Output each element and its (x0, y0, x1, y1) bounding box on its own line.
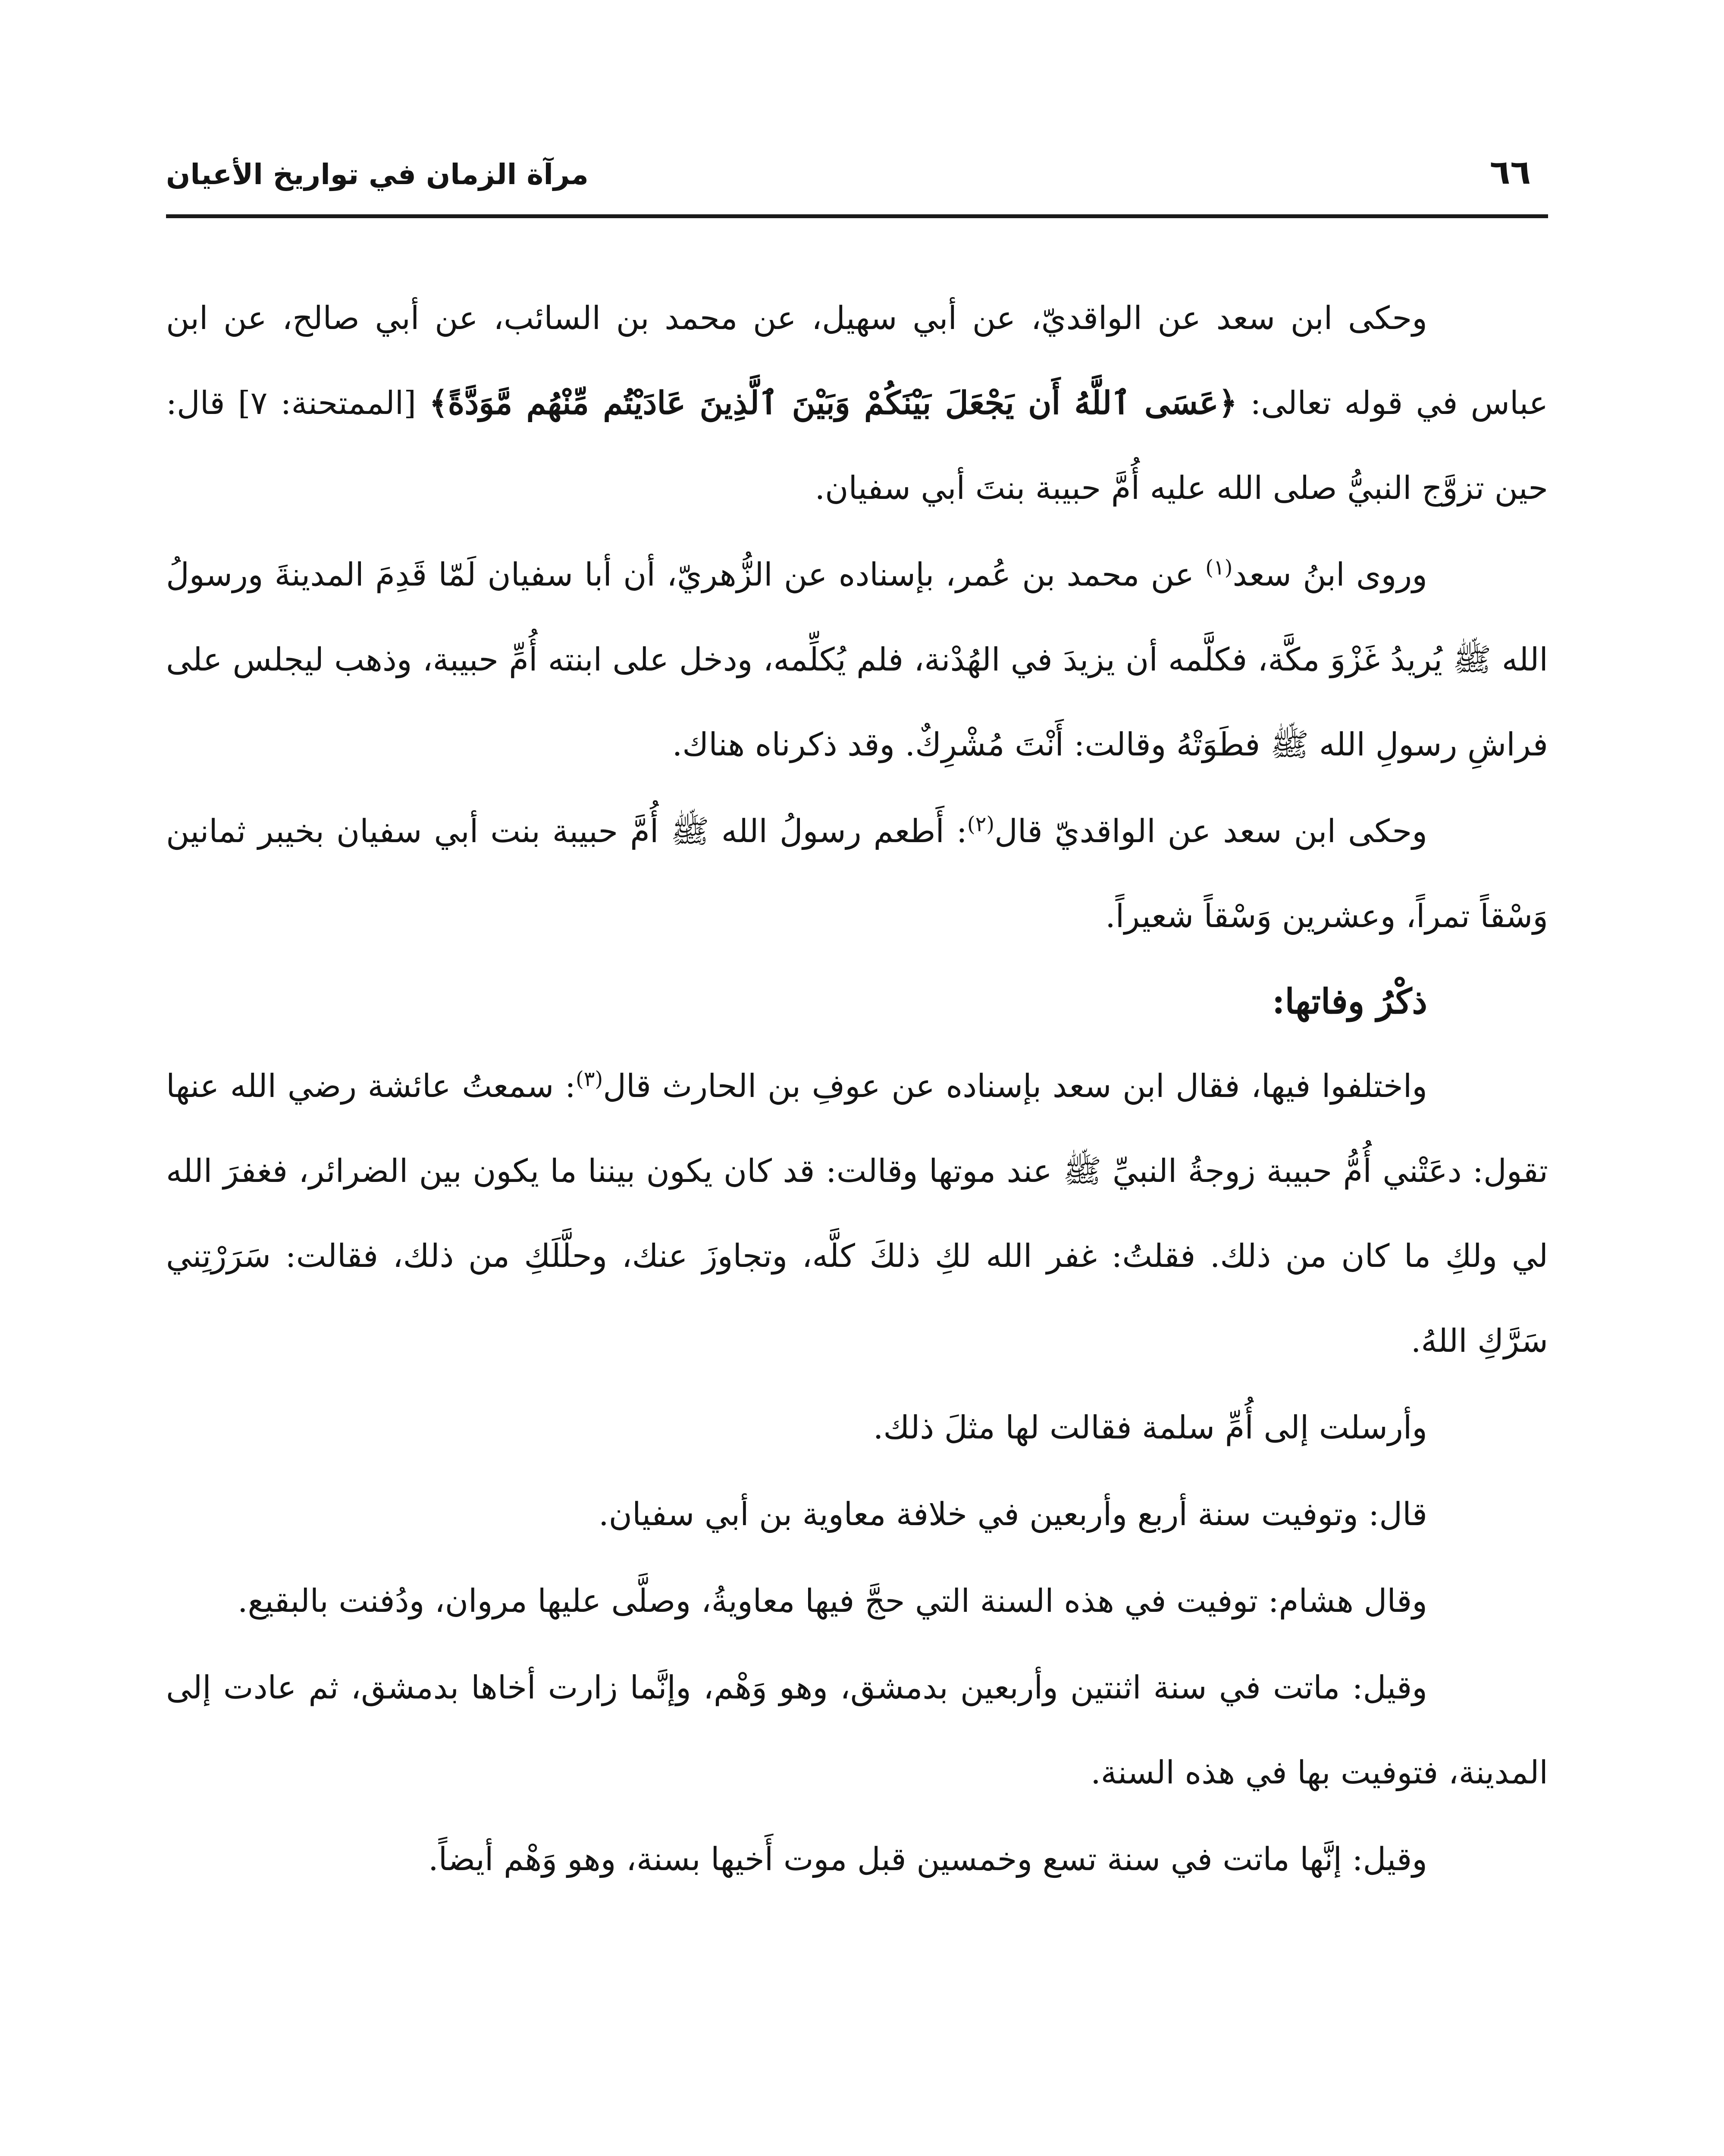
footnote-ref-2[interactable]: (٢) (967, 812, 995, 837)
paragraph-5: وأرسلت إلى أُمِّ سلمة فقالت لها مثلَ ذلك. (873, 1409, 1427, 1446)
page-header (166, 147, 1548, 211)
paragraph-2 (166, 533, 1548, 787)
paragraph-1 (166, 276, 1548, 531)
main-text (166, 276, 1548, 1902)
page-number: ٦٦ (1489, 153, 1531, 192)
paragraph-1-text-a: وحكى ابن سعد عن الواقديّ، عن أبي سهيل، عن محمد بن السائب، عن أبي صالح، عن ابن عباس في قوله تعالى: (166, 300, 1548, 422)
paragraph-3-text-a: وحكى ابن سعد عن الواقديّ قال (994, 813, 1428, 850)
running-title: مرآة الزمان في تواريخ الأعيان (166, 158, 589, 191)
header-divider (166, 214, 1548, 218)
paragraph-8: وقيل: ماتت في سنة اثنتين وأربعين بدمشق، وهو وَهْم، وإنَّما زارت أخاها بدمشق، ثم عادت إلى المدينة، فتوفيت بها في هذه السنة. (166, 1669, 1548, 1791)
quran-verse: ﴿عَسَى ٱللَّهُ أَن يَجْعَلَ بَيْنَكُمْ وَبَيْنَ ٱلَّذِينَ عَادَيْتُم مِّنْهُم مَّوَدَّةً﴾ (429, 385, 1238, 422)
footnote-ref-1[interactable]: (١) (1205, 555, 1233, 580)
paragraph-7: وقال هشام: توفيت في هذه السنة التي حجَّ فيها معاويةُ، وصلَّى عليها مروان، ودُفنت بالبقيع. (238, 1583, 1427, 1620)
paragraph-1-text-b: [الممتحنة: ٧] قال: حين تزوَّج النبيُّ صلى الله عليه أُمَّ حبيبة بنتَ أبي سفيان. (166, 385, 1548, 507)
paragraph-4-text-b: : سمعتُ عائشة رضي الله عنها تقول: دعَتْني أُمُّ حبيبة زوجةُ النبيِّ ﷺ عند موتها وقالت: قد كان يكون بيننا ما يكون بين الضرائر، فغفرَ الله لي ولكِ ما كان من ذلك. فقلتُ: غفر الله لكِ ذلكَ كلَّه، وتجاوزَ عنك، وحلَّلَكِ من ذلك، فقالت: سَرَرْتِني سَرَّكِ اللهُ. (166, 1068, 1548, 1360)
paragraph-2-text-a: وروى ابنُ سعد (1232, 556, 1427, 593)
paragraph-9: وقيل: إنَّها ماتت في سنة تسع وخمسين قبل موت أَخيها بسنة، وهو وَهْم أيضاً. (428, 1841, 1427, 1878)
section-heading: ذكْرُ وفاتها: (1272, 981, 1427, 1022)
paragraph-3 (166, 789, 1548, 959)
paragraph-2-text-b: عن محمد بن عُمر، بإسناده عن الزُّهريّ، أن أبا سفيان لَمّا قَدِمَ المدينةَ ورسولُ الله ﷺ يُريدُ غَزْوَ مكَّة، فكلَّمه أن يزيدَ في الهُدْنة، فلم يُكلِّمه، ودخل على ابنته أُمِّ حبيبة، وذهب ليجلس على فراشِ رسولِ الله ﷺ فطَوَتْهُ وقالت: أَنْتَ مُشْرِكٌ. وقد ذكرناه هناك. (166, 556, 1548, 763)
footnote-ref-3[interactable]: (٣) (576, 1067, 603, 1091)
paragraph-4 (166, 1044, 1548, 1384)
paragraph-4-text-a: واختلفوا فيها، فقال ابن سعد بإسناده عن عوفِ بن الحارث قال (603, 1068, 1427, 1105)
paragraph-3-text-b: : أَطعم رسولُ الله ﷺ أُمَّ حبيبة بنت أبي سفيان بخيبر ثمانين وَسْقاً تمراً، وعشرين وَسْقاً شعيراً. (166, 813, 1548, 935)
paragraph-6: قال: وتوفيت سنة أربع وأربعين في خلافة معاوية بن أبي سفيان. (599, 1496, 1427, 1533)
